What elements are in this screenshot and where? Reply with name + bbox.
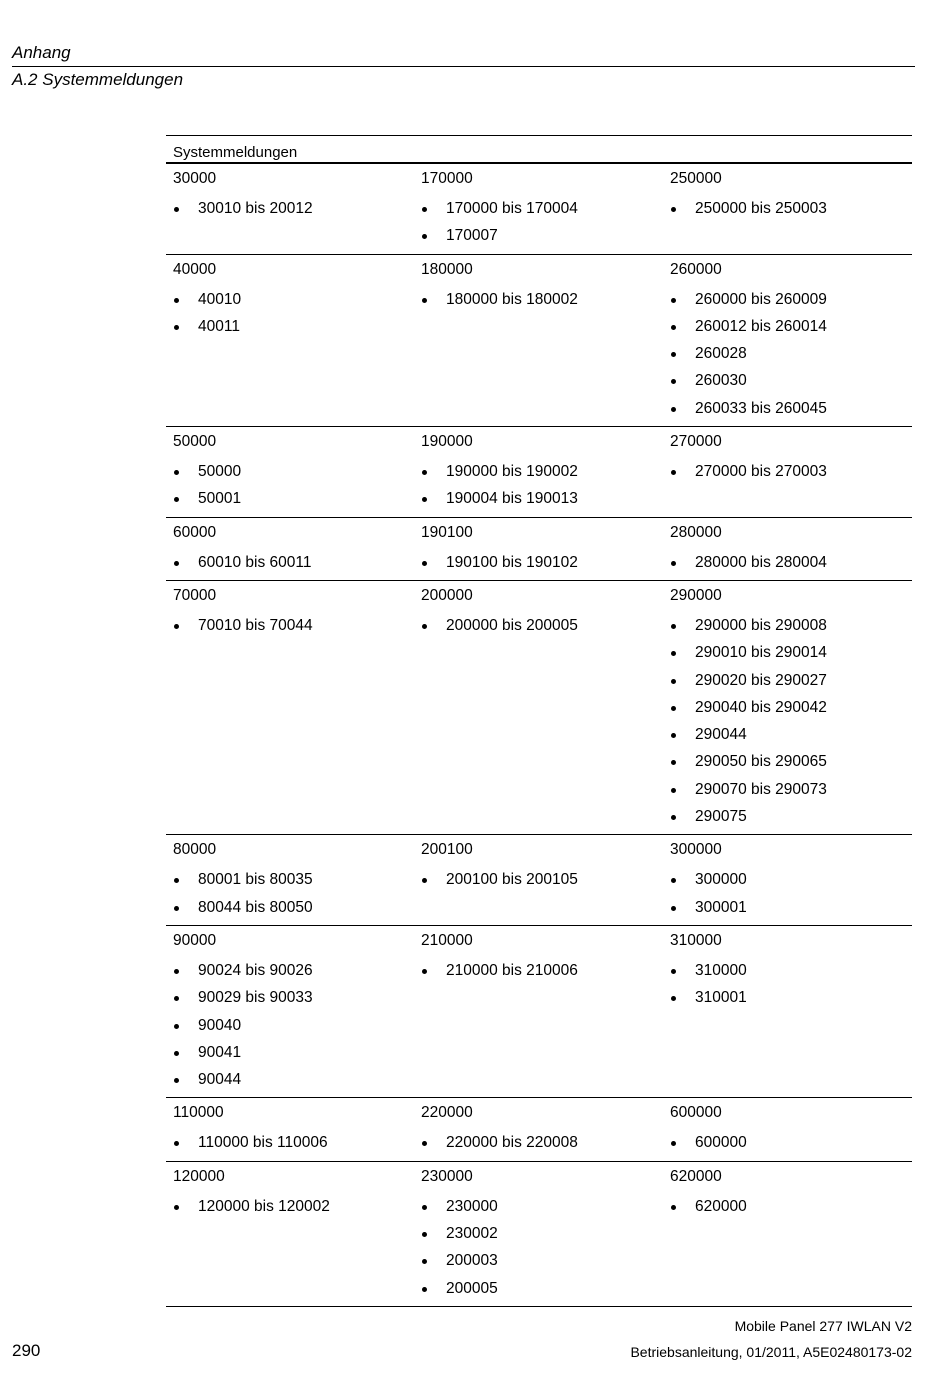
table-row (166, 518, 912, 581)
bullet-icon (671, 407, 676, 412)
message-range-text: 90044 (198, 1071, 242, 1089)
list-item (173, 866, 414, 893)
bullet-icon (174, 1141, 179, 1146)
message-range-list (670, 612, 911, 830)
table-cell (166, 255, 414, 426)
table-body (166, 164, 912, 1307)
message-range-text: 200100 bis 200105 (446, 871, 578, 889)
message-range-list (421, 549, 663, 576)
list-item (173, 458, 414, 485)
bullet-icon (422, 878, 427, 883)
table-cell (166, 835, 414, 925)
message-group-title: 120000 (173, 1167, 225, 1185)
list-item (173, 313, 414, 340)
list-item (421, 458, 663, 485)
message-range-text: 170000 bis 170004 (446, 200, 578, 217)
bullet-icon (671, 561, 676, 566)
message-range-list (670, 458, 911, 485)
list-item (421, 1129, 663, 1156)
message-range-list (421, 957, 663, 984)
message-range-text: 260030 (695, 372, 747, 390)
table-cell (414, 518, 663, 580)
message-range-text: 180000 bis 180002 (446, 290, 578, 308)
list-item (670, 340, 911, 367)
table-cell (414, 255, 663, 426)
list-item (670, 395, 911, 422)
list-item (670, 1193, 911, 1220)
message-range-text: 600000 (695, 1134, 747, 1152)
message-range-list (421, 1129, 663, 1156)
header-divider (12, 66, 915, 67)
bullet-icon (671, 651, 676, 656)
message-range-text: 90029 bis 90033 (198, 989, 313, 1007)
table-row (166, 255, 912, 427)
bullet-icon (671, 878, 676, 883)
message-range-list (173, 957, 414, 1093)
list-item (670, 667, 911, 694)
message-range-text: 170007 (446, 227, 498, 245)
message-range-text: 290020 bis 290027 (695, 671, 827, 689)
message-group-title: 300000 (670, 841, 722, 859)
message-group-title: 200100 (421, 841, 473, 859)
message-range-text: 90040 (198, 1016, 242, 1034)
message-range-text: 60010 bis 60011 (198, 553, 312, 571)
message-range-list (173, 195, 414, 222)
bullet-icon (174, 878, 179, 883)
table-cell (663, 1162, 911, 1306)
list-item (670, 313, 911, 340)
table-cell (414, 926, 663, 1097)
message-range-text: 190100 bis 190102 (446, 553, 578, 571)
message-group-title: 290000 (670, 586, 722, 604)
message-range-list (173, 866, 414, 921)
message-range-text: 290070 bis 290073 (695, 780, 827, 798)
message-range-list (421, 458, 663, 513)
list-item (421, 1193, 663, 1220)
list-item (421, 1275, 663, 1302)
message-range-text: 300001 (695, 898, 747, 916)
table-cell (166, 164, 414, 254)
message-range-text: 50000 (198, 463, 242, 481)
page-number: 290 (12, 1341, 41, 1360)
list-item (670, 612, 911, 639)
message-range-text: 200003 (446, 1252, 498, 1270)
chapter-title: Anhang (12, 43, 71, 62)
bullet-icon (422, 1259, 427, 1264)
message-range-text: 290000 bis 290008 (695, 616, 827, 634)
message-range-text: 290075 (695, 808, 747, 826)
bullet-icon (422, 561, 427, 566)
message-range-list (670, 1129, 911, 1156)
table-row (166, 926, 912, 1098)
message-group-title: 280000 (670, 523, 722, 541)
bullet-icon (671, 379, 676, 384)
message-group-title: 250000 (670, 170, 722, 187)
list-item (670, 776, 911, 803)
message-range-text: 290050 bis 290065 (695, 753, 827, 771)
bullet-icon (671, 706, 676, 711)
message-range-text: 250000 bis 250003 (695, 200, 827, 217)
table-row (166, 164, 912, 255)
list-item (173, 1012, 414, 1039)
message-range-text: 200000 bis 200005 (446, 616, 578, 634)
list-item (173, 1193, 414, 1220)
message-group-title: 200000 (421, 586, 473, 604)
table-cell (663, 835, 911, 925)
message-range-text: 290040 bis 290042 (695, 698, 827, 716)
list-item (421, 549, 663, 576)
list-item (421, 612, 663, 639)
message-group-title: 190100 (421, 523, 473, 541)
message-range-list (173, 458, 414, 513)
message-group-title: 60000 (173, 523, 217, 541)
list-item (670, 1129, 911, 1156)
message-range-text: 310000 (695, 961, 747, 979)
bullet-icon (671, 624, 676, 629)
message-range-text: 230002 (446, 1225, 498, 1243)
bullet-icon (671, 679, 676, 684)
list-item (173, 1039, 414, 1066)
table-cell (414, 1162, 663, 1306)
message-group-title: 230000 (421, 1167, 473, 1185)
list-item (670, 286, 911, 313)
list-item (173, 984, 414, 1011)
message-group-title: 310000 (670, 931, 722, 949)
message-range-text: 270000 bis 270003 (695, 463, 827, 481)
table-row (166, 1162, 912, 1307)
message-range-text: 310001 (695, 989, 747, 1007)
message-range-text: 70010 bis 70044 (198, 616, 313, 634)
message-range-text: 190000 bis 190002 (446, 463, 578, 481)
list-item (670, 458, 911, 485)
list-item (173, 1066, 414, 1093)
bullet-icon (422, 1141, 427, 1146)
list-item (421, 1220, 663, 1247)
bullet-icon (174, 298, 179, 303)
bullet-icon (671, 996, 676, 1001)
bullet-icon (671, 470, 676, 475)
bullet-icon (174, 1024, 179, 1029)
message-range-text: 90024 bis 90026 (198, 961, 313, 979)
table-heading: Systemmeldungen (166, 136, 912, 164)
table-cell (166, 1098, 414, 1160)
table-cell (414, 581, 663, 834)
bullet-icon (671, 788, 676, 793)
bullet-icon (422, 470, 427, 475)
bullet-icon (174, 325, 179, 330)
message-group-title: 40000 (173, 260, 217, 278)
list-item (670, 367, 911, 394)
list-item (173, 612, 414, 639)
bullet-icon (174, 561, 179, 566)
bullet-icon (174, 969, 179, 974)
list-item (173, 195, 414, 222)
bullet-icon (174, 497, 179, 502)
message-range-list (173, 286, 414, 341)
message-range-text: 230000 (446, 1197, 498, 1215)
list-item (421, 866, 663, 893)
bullet-icon (174, 1051, 179, 1056)
table-cell (663, 427, 911, 517)
bullet-icon (174, 996, 179, 1001)
message-range-list (670, 866, 911, 921)
list-item (670, 957, 911, 984)
message-group-title: 600000 (670, 1104, 722, 1122)
message-range-list (173, 1193, 414, 1220)
list-item (670, 694, 911, 721)
message-group-title: 170000 (421, 170, 473, 187)
list-item (173, 549, 414, 576)
bullet-icon (422, 207, 427, 212)
table-row (166, 581, 912, 835)
list-item (421, 286, 663, 313)
list-item (670, 721, 911, 748)
message-range-text: 120000 bis 120002 (198, 1197, 330, 1215)
bullet-icon (671, 352, 676, 357)
table-cell (166, 518, 414, 580)
section-title: A.2 Systemmeldungen (12, 70, 184, 89)
message-group-title: 90000 (173, 931, 217, 949)
message-range-text: 260012 bis 260014 (695, 317, 827, 335)
message-range-text: 260028 (695, 345, 747, 363)
table-cell (663, 255, 911, 426)
message-range-text: 260033 bis 260045 (695, 399, 827, 417)
bullet-icon (671, 207, 676, 212)
table-cell (166, 926, 414, 1097)
message-range-list (173, 549, 414, 576)
message-range-text: 280000 bis 280004 (695, 553, 827, 571)
list-item (421, 485, 663, 512)
message-group-title: 260000 (670, 260, 722, 278)
message-group-title: 270000 (670, 433, 722, 451)
bullet-icon (174, 1078, 179, 1083)
bullet-icon (174, 207, 179, 212)
message-range-text: 190004 bis 190013 (446, 490, 578, 508)
bullet-icon (174, 1205, 179, 1210)
bullet-icon (174, 624, 179, 629)
list-item (173, 485, 414, 512)
table-row (166, 1098, 912, 1161)
message-group-title: 620000 (670, 1167, 722, 1185)
table-cell (663, 926, 911, 1097)
list-item (670, 195, 911, 222)
message-group-title: 80000 (173, 841, 217, 859)
list-item (670, 639, 911, 666)
message-group-title: 220000 (421, 1104, 473, 1122)
bullet-icon (422, 969, 427, 974)
message-range-list (421, 612, 663, 639)
message-range-text: 200005 (446, 1279, 498, 1297)
list-item (670, 984, 911, 1011)
message-group-title: 30000 (173, 170, 217, 187)
message-range-list (173, 612, 414, 639)
bullet-icon (671, 733, 676, 738)
bullet-icon (671, 969, 676, 974)
list-item (173, 286, 414, 313)
system-messages-table (166, 135, 912, 1307)
message-group-title: 190000 (421, 433, 473, 451)
list-item (670, 748, 911, 775)
table-cell (414, 1098, 663, 1160)
message-range-text: 620000 (695, 1197, 747, 1215)
message-group-title: 70000 (173, 586, 217, 604)
list-item (173, 1129, 414, 1156)
table-cell (166, 1162, 414, 1306)
list-item (670, 549, 911, 576)
bullet-icon (422, 234, 427, 239)
bullet-icon (174, 906, 179, 911)
message-range-list (670, 549, 911, 576)
list-item (173, 894, 414, 921)
bullet-icon (174, 470, 179, 475)
message-range-text: 40010 (198, 290, 242, 308)
message-range-list (670, 195, 911, 222)
bullet-icon (671, 760, 676, 765)
table-row (166, 835, 912, 926)
table-cell (166, 581, 414, 834)
message-range-text: 290010 bis 290014 (695, 644, 827, 662)
list-item (421, 1247, 663, 1274)
bullet-icon (671, 1141, 676, 1146)
table-cell (663, 518, 911, 580)
bullet-icon (671, 906, 676, 911)
message-range-text: 80044 bis 80050 (198, 898, 313, 916)
bullet-icon (422, 497, 427, 502)
message-range-text: 90041 (198, 1043, 242, 1061)
message-group-title: 210000 (421, 931, 473, 949)
bullet-icon (422, 298, 427, 303)
message-range-text: 220000 bis 220008 (446, 1134, 578, 1152)
message-range-list (421, 866, 663, 893)
bullet-icon (671, 1205, 676, 1210)
list-item (670, 803, 911, 830)
table-cell (663, 1098, 911, 1160)
message-group-title: 110000 (173, 1104, 224, 1122)
list-item (421, 957, 663, 984)
list-item (670, 894, 911, 921)
bullet-icon (671, 298, 676, 303)
message-group-title: 180000 (421, 260, 473, 278)
list-item (421, 222, 663, 249)
message-range-list (421, 195, 663, 250)
message-range-text: 30010 bis 20012 (198, 200, 313, 217)
message-range-list (670, 286, 911, 422)
table-row (166, 427, 912, 518)
table-cell (663, 164, 911, 254)
list-item (670, 866, 911, 893)
message-range-text: 210000 bis 210006 (446, 961, 578, 979)
message-range-list (670, 1193, 911, 1220)
table-cell (414, 427, 663, 517)
message-range-text: 290044 (695, 726, 747, 744)
bullet-icon (422, 624, 427, 629)
message-range-list (421, 286, 663, 313)
list-item (173, 957, 414, 984)
message-range-text: 40011 (198, 317, 240, 335)
message-range-list (173, 1129, 414, 1156)
bullet-icon (422, 1205, 427, 1210)
message-range-text: 110000 bis 110006 (198, 1134, 328, 1152)
message-range-list (421, 1193, 663, 1302)
message-range-text: 300000 (695, 871, 747, 889)
table-cell (414, 835, 663, 925)
message-group-title: 50000 (173, 433, 217, 451)
message-range-text: 260000 bis 260009 (695, 290, 827, 308)
footer-document: Betriebsanleitung, 01/2011, A5E02480173-02 (630, 1344, 912, 1360)
message-range-text: 50001 (198, 490, 242, 508)
table-cell (414, 164, 663, 254)
bullet-icon (671, 815, 676, 820)
list-item (421, 195, 663, 222)
table-cell (166, 427, 414, 517)
bullet-icon (671, 325, 676, 330)
footer-product: Mobile Panel 277 IWLAN V2 (734, 1318, 912, 1334)
message-range-list (670, 957, 911, 1012)
message-range-text: 80001 bis 80035 (198, 871, 313, 889)
bullet-icon (422, 1287, 427, 1292)
bullet-icon (422, 1232, 427, 1237)
table-cell (663, 581, 911, 834)
